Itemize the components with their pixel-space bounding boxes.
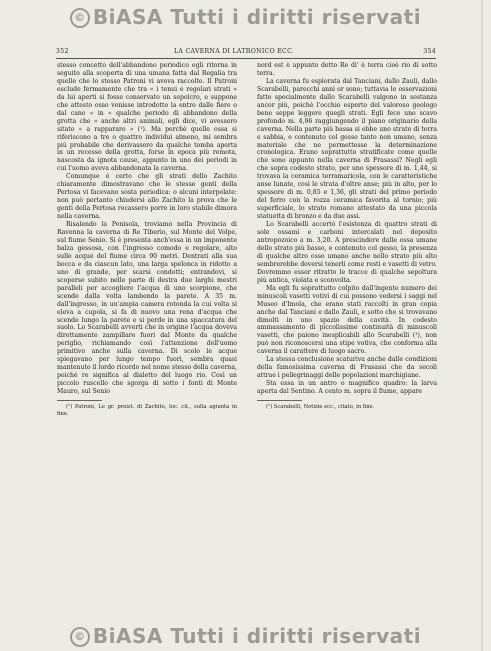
- paragraph: Comunque è certo che gli strati dello Zachito chiaramente dimostravano che le stesse genti della Pertosa vi facevano sosta periodica: o alcuni interpolate: non può pertanto chiudersi allo Zachito la prova che le genti della Pertosa recassero porre in loro stabile dimora nella caverna.: [57, 173, 237, 221]
- header-rule: [56, 58, 436, 59]
- watermark-top: © BiASA Tutti i diritti riservati: [0, 5, 491, 29]
- paragraph: Lo Scarabelli accertò l'esistenza di quattro strati di sole ossami e carboni intercalati nel deposito antropozoico a m. 3,20. A prescindere dalle ossa umane dello strato più basso, e contenuto col gesso, la presenza di qualche altro osso umano anche nello strato più alto sembrerebbe doversi tenerli come resti e vasetti di vetro. Dovremmo esser ritratto le tracce di qualche sepoltura più antica, violata e sconvolta.: [257, 221, 437, 284]
- paragraph: La caverna fu esplorata dal Tanciani, dallo Zauli, dallo Scarabelli, parecchi anni or sono; tuttavia le osservazioni fatte specialmente dallo Scarabelli valgono in sostanza ancor più, poichè l'occhio esperto del valoroso geologo bene seppe leggere quegli strati. Egli fece uno scavo profondo m. 4,96 raggiungendo il piano originario della caverna. Nella parte più bassa si ebbe uno strato di terra e sabbia, e contenuto col gesso tanto non umano, senza materiale che ne permettesse la determinazione cronologica. Erano soprattutto stratificate come quelle che sono appunto nella caverna di Frasassi? Negli egli che sopra codesto strato, per uno spessore di m. 1,44, si trovava la ceramica terramaricola, con le caratteristiche anse lunate, così le strata d'oltre anse; più in alto, per lo spessore di m. 0,85 e 1,36, gli strati del primo periodo del ferro con la rozza ceramica favorita al tornio; più superficiale, lo strato romano attestato da una piccola statuetta di bronzo e da due assi.: [257, 77, 437, 221]
- paragraph: nord est è appunto detto Re di' è terra cioè rio di sotto terra.: [257, 62, 437, 77]
- copyright-icon: ©: [70, 627, 90, 647]
- copyright-icon: ©: [70, 8, 90, 28]
- right-column: [257, 62, 437, 411]
- running-title: LA CAVERNA DI LATRONICO ECC.: [174, 48, 295, 55]
- footnote-rule: [57, 400, 102, 401]
- paragraph: stesso concetto dell'abbandono periodico egli ritorna in seguito alla scoperta di una umana fatta dal Regalia tra quelle che lo stesso Patroni vi aveva raccolte. Il Patroni esclude fermamente che tra « i tenui e regolari strati » da lui aperti si fosse conservato un sepolcro, e suppone che attesto osso venisse introdotto la entro dalle fiere o dal cane « in « qualche periodo di abbandono della grotta che « anche altri animali, egli dice, vi avessero sitato « a rapparare » (¹). Ma perchè quelle ossa si riferiscono a tre o quattro individui almeno, mi sembra più probabile che derivassero da qualche tomba aperta in un recesso della grotta, forse in epoca più remota, nascosta da ignota cause, appunto in uno dei periodi in cui l'uomo aveva abbandonata la caverna.: [57, 62, 237, 173]
- paragraph: Sta essa in un antro o magnifico quadro: la larva aperta dal Sentino. A cento m. sopra il fiume, appare: [257, 380, 437, 396]
- paragraph: Risalendo la Penisola, troviamo nella Provincia di Ravenna la caverna di Re Tiberio, sul Monte del Volpe, sul fiume Senio. Si è presenta anch'essa in un imponente balza gessosa, con l'ingresso comodo e regolare, alto sulle acque del fiume circa 90 metri. Dentrati alla sua bocca e da ciascun lato, una larga spelonca in ridotto a uno di grande, per scarsi condotti; entrandovi, si scoperse subito nelle parte di destra due larghi mestri paralleli per accogliere l'acqua di uno scorpione, che scende dalla volta lambendo la parete. A 35 m. dall'ingresso, in un'ampia camera rotonda la cui volta si eleva a cupola, si fa di nuovo una rena d'acqua che scende lungo la parete e si perde in una spaccatura del suolo. Lo Scarabelli avverti che in origine l'acqua doveva direttamente zampillare fuori dal Monte da qualche periglio, richiamando così l'attenzione dell'uomo primitivo anche sulla caverna. Di scolo le acque spiegavano per lungo tempo fuori, sembra quasi mantenuto il lordo ricordo nel nome stesso della caverna, poichè re significa al dialetto del luogo rio. Così un piccolo ruscello che sgorga di sotto i fonti di Monte Mauro, sul Senio: [57, 221, 237, 396]
- paragraph: La stessa conclusione scaturiva anche dalle condizioni della famosissima caverna di Frasassi che da secoli attrae i pellegrinaggi delle popolazioni marchigiane.: [257, 356, 437, 380]
- footnote: (¹) Scarabelli, Notizie ecc., citato, in fine.: [266, 404, 375, 411]
- footnote-rule: [257, 400, 302, 401]
- footnote: (¹) Patroni, Le gr. preist. di Zachito, loc. cit., sulla agiunta in fine.: [57, 404, 237, 417]
- page-edge: [481, 0, 483, 651]
- paragraph: Ma egli fu soprattutto colpito dall'ingente numero dei minuscoli vasetti votivi di cui possono vedersi i saggi nel Museo d'Imola, che erano stati raccolti in gran copia anche dal Tanciani e dallo Zauli, e sotto che si trovavano dimolti in uno spazio della cavità. In codesto ammassamento di piccolissime continuità di minuscoli vasetti, che paiono inesplicabili allo Scarabelli (¹), non può non riconoscersi una stipe votiva, che conforma alla caverna il carattere di luogo sacro.: [257, 284, 437, 356]
- left-page-number: 352: [56, 48, 69, 55]
- left-column: [57, 62, 237, 417]
- right-page-number: 354: [423, 48, 436, 55]
- watermark-bottom: © BiASA Tutti i diritti riservati: [0, 624, 491, 648]
